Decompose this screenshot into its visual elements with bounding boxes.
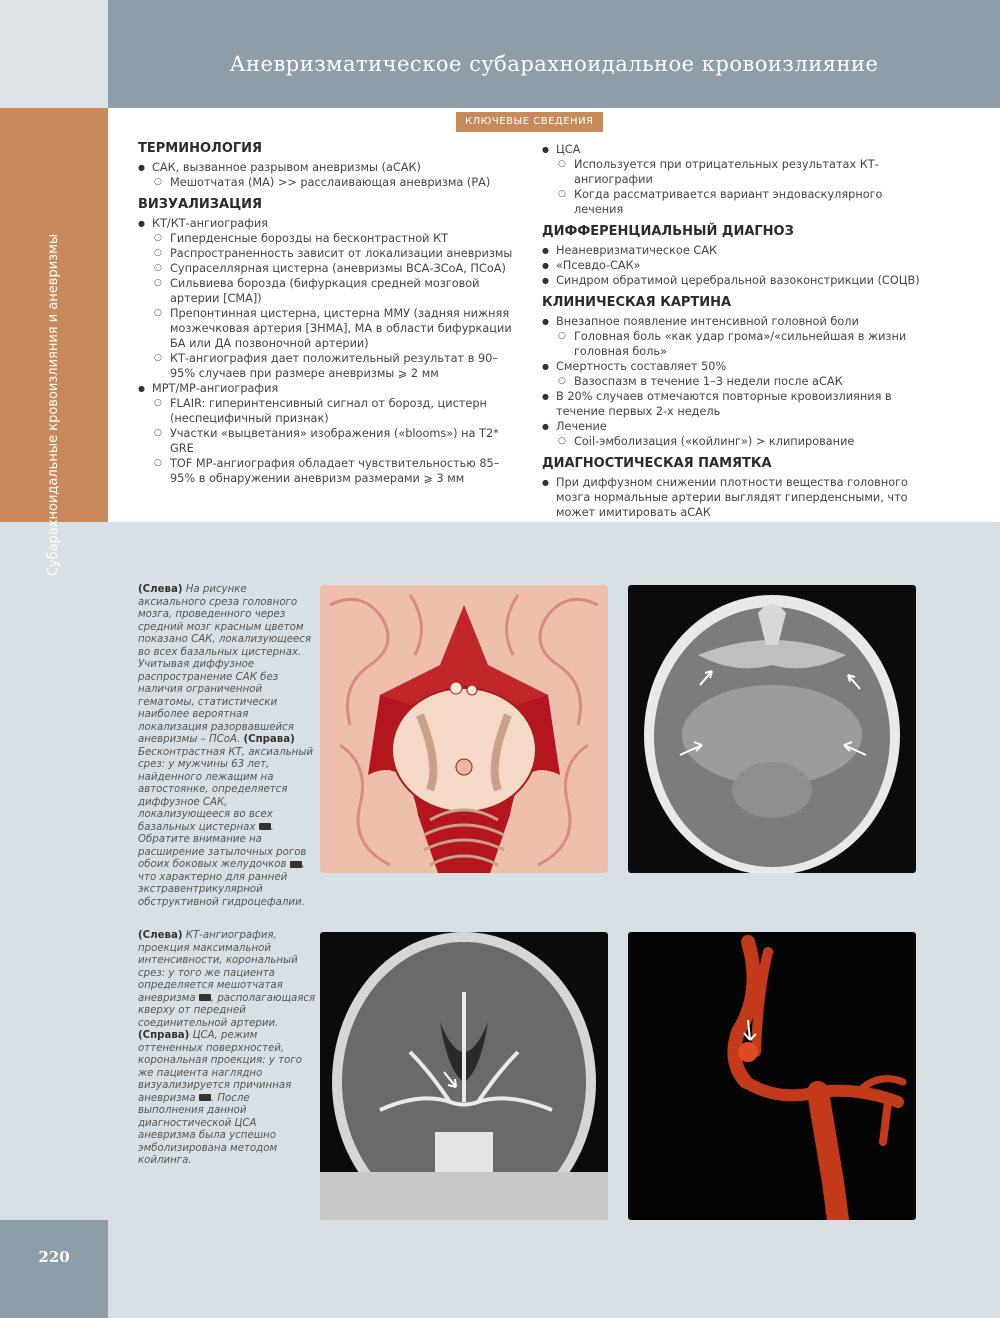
- ct-axial-scan: [628, 585, 916, 873]
- list-item: ● При диффузном снижении плотности вещества головного мозга нормальные артерии выглядят гиперденсными, что может имитировать аСАК: [542, 475, 922, 520]
- list-item: ● Смертность составляет 50% ○ Вазоспазм в течение 1–3 недели после аСАК: [542, 359, 922, 389]
- open-arrow-icon: [199, 1094, 211, 1101]
- list-item: ● В 20% случаев отмечаются повторные кровоизлияния в течение первых 2-х недель: [542, 389, 922, 419]
- list-subitem: ○ Головная боль «как удар грома»/«сильнейшая в жизни головная боль»: [542, 329, 922, 359]
- list-subitem: ○ Супраселлярная цистерна (аневризмы ВСА-ЗСоА, ПСоА): [138, 261, 518, 276]
- corner-block: [0, 0, 108, 108]
- list-subitem: ○ FLAIR: гиперинтенсивный сигнал от борозд, цистерн (неспецифичный признак): [138, 396, 518, 426]
- list-subitem: ○ TOF МР-ангиография обладает чувствительностью 85–95% в обнаружении аневризм размерами ⩾ 3 мм: [138, 456, 518, 486]
- list-subitem: ○ КТ-ангиография дает положительный результат в 90–95% случаев при размере аневризмы ⩾ 2 мм: [138, 351, 518, 381]
- page-header: [108, 0, 1000, 108]
- list-item: ● «Псевдо-САК»: [542, 258, 922, 273]
- list-item: ● Лечение ○ Coil-эмболизация («койлинг») > клипирование: [542, 419, 922, 449]
- imaging-heading: ВИЗУАЛИЗАЦИЯ: [138, 197, 263, 212]
- illustration-axial-midbrain: [320, 585, 608, 873]
- memo-heading: ДИАГНОСТИЧЕСКАЯ ПАМЯТКА: [542, 456, 772, 471]
- list-item: ● МРТ/МР-ангиография ○ FLAIR: гиперинтенсивный сигнал от борозд, цистерн (неспецифичный признак) ○ Участки «выцветания» изображения («blooms») на Т2* GRE ○ TOF МР-ангиография обладает чувствительностью 85–95% в обнаружении аневризм размерами ⩾ 3 мм: [138, 381, 518, 486]
- key-facts-left-column: [138, 140, 518, 486]
- key-facts-badge: КЛЮЧЕВЫЕ СВЕДЕНИЯ: [456, 112, 603, 132]
- open-arrow-icon: [259, 823, 271, 830]
- chapter-side-tab: [0, 108, 108, 577]
- curved-arrow-icon: [290, 861, 302, 868]
- terminology-list: [138, 160, 518, 190]
- list-subitem: ○ Мешотчатая (МА) >> расслаивающая аневризма (РА): [138, 175, 518, 190]
- chapter-label: Субарахноидальные кровоизлияния и аневризмы: [46, 233, 61, 577]
- page-title: Аневризматическое субарахноидальное кровоизлияние: [229, 52, 879, 76]
- list-subitem: ○ Coil-эмболизация («койлинг») > клипирование: [542, 434, 922, 449]
- list-subitem: ○ Препонтинная цистерна, цистерна ММУ (задняя нижняя мозжечковая артерия [ЗНМА], МА в области бифуркации БА или ДА позвоночной артерии): [138, 306, 518, 351]
- list-item: ● КТ/КТ-ангиография ○ Гиперденсные борозды на бесконтрастной КТ ○ Распространенность зависит от локализации аневризмы ○ Супраселлярная цистерна (аневризмы ВСА-ЗСоА, ПСоА) ○ Сильвиева борозда (бифуркация средней мозговой артерии [СМА]) ○ Препонтинная цистерна, цистерна ММУ (задняя нижняя мозжечковая артерия [ЗНМА], МА в области бифуркации БА или ДА позвоночной артерии) ○ КТ-ангиография дает положительный результат в 90–95% случаев при размере аневризмы ⩾ 2 мм: [138, 216, 518, 381]
- list-subitem: ○ Распространенность зависит от локализации аневризмы: [138, 246, 518, 261]
- page-number: 220: [38, 1248, 70, 1266]
- memo-list: [542, 475, 922, 520]
- page-number-box: [0, 1220, 108, 1318]
- list-subitem: ○ Гиперденсные борозды на бесконтрастной КТ: [138, 231, 518, 246]
- list-subitem: ○ Сильвиева борозда (бифуркация средней мозговой артерии [СМА]): [138, 276, 518, 306]
- figure-caption-2: (Слева) КТ-ангиография, проекция максимальной интенсивности, корональный срез: у того же пациента определяется мешотчатая аневризма , располагающаяся кверху от передней соединительной артерии. (Справа) ЦСА, режим оттененных поверхностей, корональная проекция: у того же пациента наглядно визуализируется причинная аневризма . После выполнения данной диагностической ЦСА аневризма была успешно эмболизирована методом койлинга.: [138, 930, 316, 1166]
- list-item: ● ЦСА ○ Используется при отрицательных результатах КТ-ангиографии ○ Когда рассматривается вариант эндоваскулярного лечения: [542, 142, 922, 217]
- list-subitem: ○ Участки «выцветания» изображения («blooms») на Т2* GRE: [138, 426, 518, 456]
- key-facts-right-column: [542, 142, 922, 520]
- list-item: ● Синдром обратимой церебральной вазоконстрикции (СОЦВ): [542, 273, 922, 288]
- differential-list: [542, 243, 922, 288]
- figure-caption-1: (Слева) На рисунке аксиального среза головного мозга, проведенного через средний мозг красным цветом показано САК, локализующееся во всех базальных цистернах. Учитывая диффузное распространение САК без наличия ограниченной гематомы, статистически наиболее вероятная локализация разорвавшейся аневризмы – ПСоА. (Справа) Бесконтрастная КТ, аксиальный срез: у мужчины 63 лет, найденного лежащим на автостоянке, определяется диффузное САК, локализующееся во всех базальных цистернах . Обратите внимание на расширение затылочных рогов обоих боковых желудочков , что характерно для ранней экстравентрикулярной обструктивной гидроцефалии.: [138, 584, 313, 908]
- list-item: ● Внезапное появление интенсивной головной боли ○ Головная боль «как удар грома»/«сильнейшая в жизни головная боль»: [542, 314, 922, 359]
- list-item: ● Неаневризматическое САК: [542, 243, 922, 258]
- dsa-list: [542, 142, 922, 217]
- list-item: ● САК, вызванное разрывом аневризмы (аСАК) ○ Мешотчатая (МА) >> расслаивающая аневризма (РА): [138, 160, 518, 190]
- dsa-3d-render: [628, 932, 916, 1220]
- imaging-list: [138, 216, 518, 486]
- clinical-heading: КЛИНИЧЕСКАЯ КАРТИНА: [542, 295, 732, 310]
- list-subitem: ○ Когда рассматривается вариант эндоваскулярного лечения: [542, 187, 922, 217]
- terminology-heading: ТЕРМИНОЛОГИЯ: [138, 141, 263, 156]
- cta-coronal-mip: [320, 932, 608, 1220]
- list-subitem: ○ Вазоспазм в течение 1–3 недели после аСАК: [542, 374, 922, 389]
- differential-heading: ДИФФЕРЕНЦИАЛЬНЫЙ ДИАГНОЗ: [542, 224, 794, 239]
- key-facts-panel: [108, 108, 1000, 522]
- list-subitem: ○ Используется при отрицательных результатах КТ-ангиографии: [542, 157, 922, 187]
- open-arrow-icon: [199, 994, 211, 1001]
- clinical-list: [542, 314, 922, 449]
